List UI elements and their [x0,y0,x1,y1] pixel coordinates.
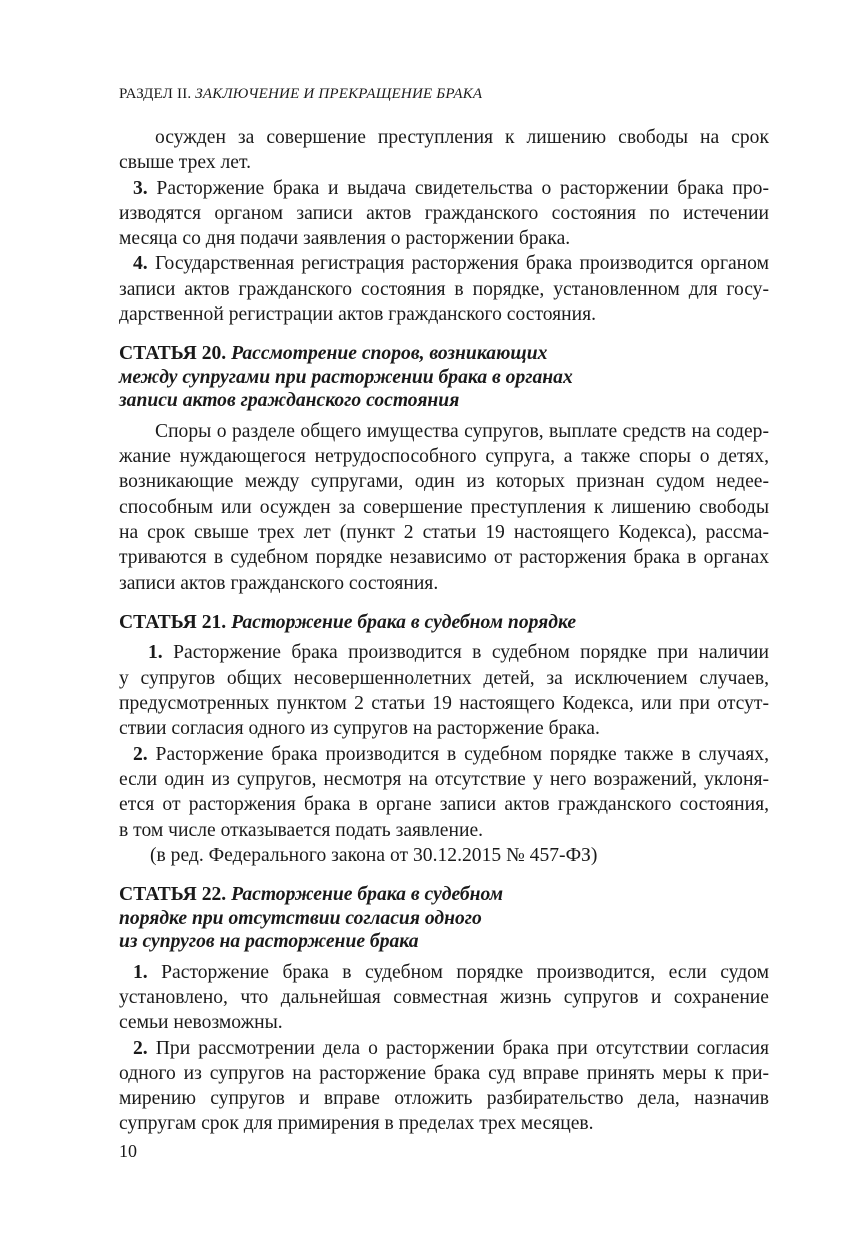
paragraph-number: 2. [133,743,148,765]
article-title: записи актов гражданского состояния [119,390,460,412]
text-line: ствии согласия одного из супругов на расторжение брака. [119,718,600,740]
text-line: на срок свыше трех лет (пункт 2 статьи 19 настоящего Кодекса), рассма- [119,522,769,544]
article-22-heading [119,883,769,954]
text-line: Расторжение брака в судебном порядке производится, если судом [147,961,769,983]
text-line: у супругов общих несовершеннолетних детей, за исключением случаев, [119,667,769,689]
running-head-title: ЗАКЛЮЧЕНИЕ И ПРЕКРАЩЕНИЕ БРАКА [195,86,483,102]
text-line: При рассмотрении дела о расторжении брака при отсутствии согласия [147,1037,769,1059]
text-line: осужден за совершение преступления к лишению свободы на срок [155,127,769,148]
paragraph-number: 3. [133,177,148,199]
paragraph-line [119,640,769,665]
running-head [119,86,769,103]
article-20-body [119,419,769,596]
running-head-section: РАЗДЕЛ II. [119,86,192,102]
text-line: Расторжение брака производится в судебном порядке также в случаях, [147,743,769,765]
article-title: порядке при отсутствии согласия одного [119,907,482,929]
text-line: мирению супругов и вправе отложить разбирательство дела, назначив [119,1088,769,1110]
text-line: Споры о разделе общего имущества супругов, выплате средств на содер- [155,420,769,442]
text-line: способным или осужден за совершение преступления к лишению свободы [119,496,769,518]
text-line: в том числе отказывается подать заявление. [119,819,484,841]
article-21-heading [119,611,769,635]
article-title: Расторжение брака в судебном порядке [226,611,577,633]
text-line: одного из супругов на расторжение брака суд вправе принять меры к при- [119,1062,769,1084]
amendment-note: (в ред. Федерального закона от 30.12.2015 № 457-ФЗ) [150,844,598,866]
article-20-heading [119,342,769,413]
text-line: Расторжение брака производится в судебном порядке при наличии [162,642,769,664]
text-line: Расторжение брака и выдача свидетельства о расторжении брака про- [147,177,769,199]
text-line: свыше трех лет. [119,152,251,174]
text-line: установлено, что дальнейшая совместная жизнь супругов и сохранение [119,986,769,1008]
text-line: ется от расторжения брака в органе записи актов гражданского состояния, [119,794,769,816]
page-number: 10 [119,1141,137,1161]
article-21-body [119,640,769,868]
paragraph-line [119,1036,769,1061]
paragraph-number: 4. [133,253,148,275]
text-line: предусмотренных пунктом 2 статьи 19 настоящего Кодекса, или при отсут- [119,693,769,715]
paragraph-line [119,960,769,985]
article-label: СТАТЬЯ 20. [119,343,227,365]
paragraph-number: 2. [133,1037,148,1059]
text-line: супругам срок для примирения в пределах трех месяцев. [119,1113,594,1135]
article-label: СТАТЬЯ 21. [119,611,227,633]
article-19-continuation [119,125,769,327]
paragraph-line [119,176,769,201]
paragraph-line [119,742,769,767]
text-line: семьи невозможны. [119,1012,283,1034]
article-title: Расторжение брака в судебном [226,884,504,906]
paragraph-line [119,251,769,276]
text-line: если один из супругов, несмотря на отсутствие у него возражений, уклоня- [119,768,769,790]
document-page [119,86,769,1137]
text-line: месяца со дня подачи заявления о расторжении брака. [119,228,571,250]
article-label: СТАТЬЯ 22. [119,884,227,906]
text-line: возникающие между супругами, один из которых признан судом недее- [119,471,769,493]
text-line: изводятся органом записи актов гражданского состояния по истечении [119,202,769,224]
paragraph-number: 1. [148,642,163,664]
article-title: из супругов на расторжение брака [119,931,419,953]
text-line: жание нуждающегося нетрудоспособного супруга, а также споры о детях, [119,446,769,468]
article-title: Рассмотрение споров, возникающих [226,343,548,365]
text-line: Государственная регистрация расторжения брака производится органом [147,253,769,275]
text-line: записи актов гражданского состояния. [119,572,439,594]
article-22-body [119,960,769,1137]
paragraph-number: 1. [133,961,148,983]
text-line: триваются в судебном порядке независимо от расторжения брака в органах [119,547,769,569]
article-title: между супругами при расторжении брака в органах [119,366,573,388]
text-line: записи актов гражданского состояния в порядке, установленном для госу- [119,278,769,300]
text-line: дарственной регистрации актов гражданского состояния. [119,304,597,326]
